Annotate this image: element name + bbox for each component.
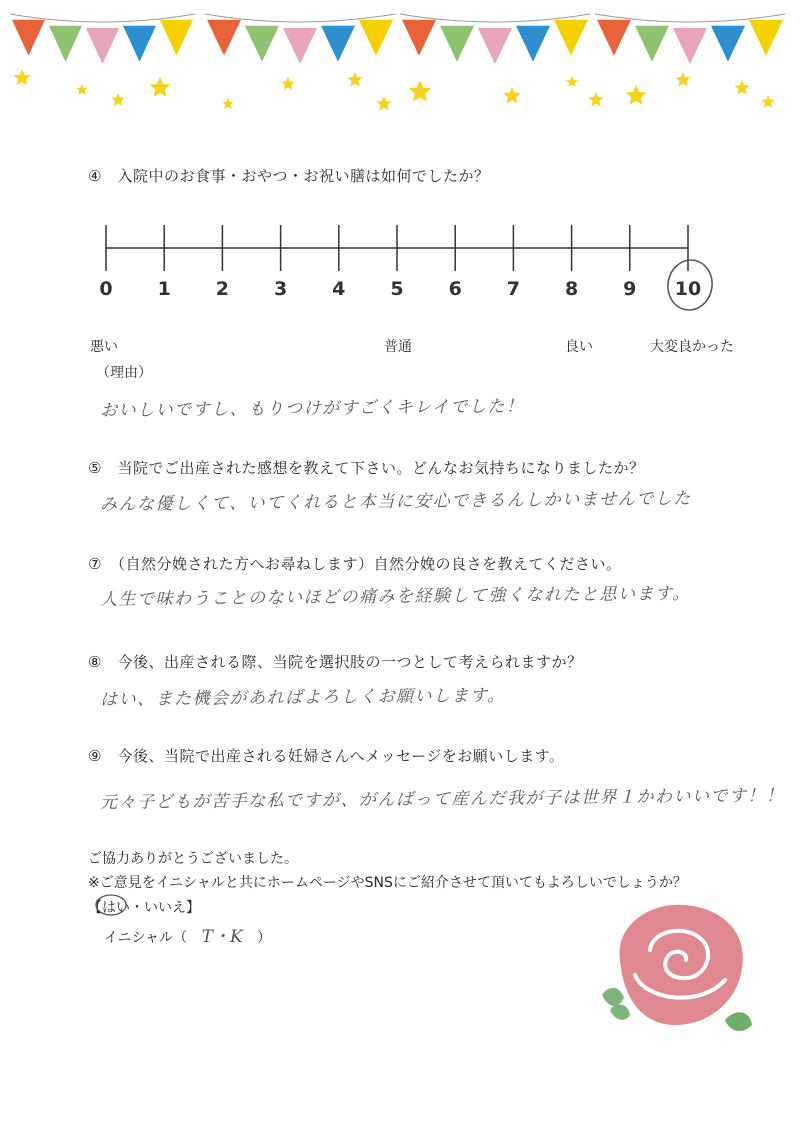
scale-number: 7 xyxy=(506,278,521,300)
consent-options-text: 【はい・いいえ】 xyxy=(88,900,200,916)
bunting-flag xyxy=(207,20,241,56)
star-icon xyxy=(566,76,577,87)
question-9: ⑨ 今後、当院で出産される妊婦さんへメッセージをお願いします。 xyxy=(88,747,565,765)
question-5: ⑤ 当院でご出産された感想を教えて下さい。どんなお気持ちになりましたか？ xyxy=(88,459,645,477)
label-good: 良い xyxy=(565,339,593,355)
star-icon xyxy=(347,72,362,87)
initials-close: ） xyxy=(257,930,272,946)
star-icon xyxy=(761,95,774,108)
answer-7: 人生で味わうことのないほどの痛みを経験して強くなれたと思います。 xyxy=(99,583,691,610)
scale-number: 8 xyxy=(564,278,579,300)
scale-number: 5 xyxy=(390,278,404,300)
initials-label: イニシャル（ xyxy=(104,930,188,946)
star-icon xyxy=(150,77,171,97)
label-bad: 悪い xyxy=(90,339,118,355)
question-4: ④ 入院中のお食事・おやつ・お祝い膳は如何でしたか？ xyxy=(88,167,490,185)
scale-number: 6 xyxy=(448,278,462,300)
bunting-flag xyxy=(749,20,783,56)
scale-number: 2 xyxy=(215,278,230,300)
scale-number: 9 xyxy=(623,278,637,300)
thanks-text: ご協力ありがとうございました。 xyxy=(88,851,298,867)
answer-8: はい、また機会があればよろしくお願いします。 xyxy=(99,685,506,710)
consent-selected-circle xyxy=(94,893,128,917)
star-icon xyxy=(376,96,391,111)
answer-5: みんな優しくて、いてくれると本当に安心できるんしかいませんでした xyxy=(99,488,692,515)
consent-question: ※ご意見をイニシャルと共にホームページやSNSにご紹介させて頂いてもよろしいでしょうか？ xyxy=(88,875,687,891)
bunting-flag xyxy=(597,20,631,56)
bunting-flag xyxy=(86,28,119,64)
star-icon xyxy=(111,93,124,106)
star-icon xyxy=(281,77,294,90)
scale-number: 1 xyxy=(157,278,171,300)
bunting-flag xyxy=(321,26,355,62)
scale-number: 10 xyxy=(674,278,702,300)
reason-label: （理由） xyxy=(96,365,152,381)
rose-illustration xyxy=(590,890,760,1050)
answer-9: 元々子どもが苦手な私ですが、がんばって産んだ我が子は世界１かわいいです！！ xyxy=(99,785,785,813)
bunting-flag xyxy=(440,26,474,62)
bunting-flag xyxy=(283,28,317,64)
star-icon xyxy=(626,85,647,105)
star-icon xyxy=(409,80,432,102)
star-icon xyxy=(13,69,30,85)
star-icon xyxy=(503,87,520,103)
label-very-good: 大変良かった xyxy=(650,339,734,355)
star-icon xyxy=(675,72,690,87)
initials-value: T・K xyxy=(201,927,243,947)
star-icon xyxy=(76,84,87,95)
bunting-flag xyxy=(711,26,745,62)
question-8: ⑧ 今後、出産される際、当院を選択肢の一つとして考えられますか？ xyxy=(88,653,583,671)
bunting-flag xyxy=(123,26,156,62)
question-7: ⑦ （自然分娩された方へお尋ねします）自然分娩の良さを教えてください。 xyxy=(88,555,622,573)
star-icon xyxy=(734,80,749,95)
answer-4: おいしいですし、もりつけがすごくキレイでした！ xyxy=(99,396,525,421)
scale-number: 4 xyxy=(332,278,346,300)
bunting-flag xyxy=(635,26,669,62)
bunting-flag xyxy=(245,26,279,62)
label-normal: 普通 xyxy=(384,339,412,355)
bunting-flag xyxy=(402,20,436,56)
star-icon xyxy=(222,98,233,109)
star-icon xyxy=(588,92,603,107)
bunting-flag xyxy=(554,20,588,56)
bunting-flag xyxy=(359,20,393,56)
bunting-flag xyxy=(673,28,707,64)
scale-number: 0 xyxy=(99,278,113,300)
initials-row xyxy=(104,922,271,947)
bunting-banner xyxy=(0,0,800,140)
bunting-flag xyxy=(12,20,45,56)
bunting-flag xyxy=(516,26,550,62)
bunting-flag xyxy=(478,28,512,64)
scale-number: 3 xyxy=(273,278,288,300)
bunting-flag xyxy=(160,20,193,56)
bunting-flag xyxy=(49,26,82,62)
